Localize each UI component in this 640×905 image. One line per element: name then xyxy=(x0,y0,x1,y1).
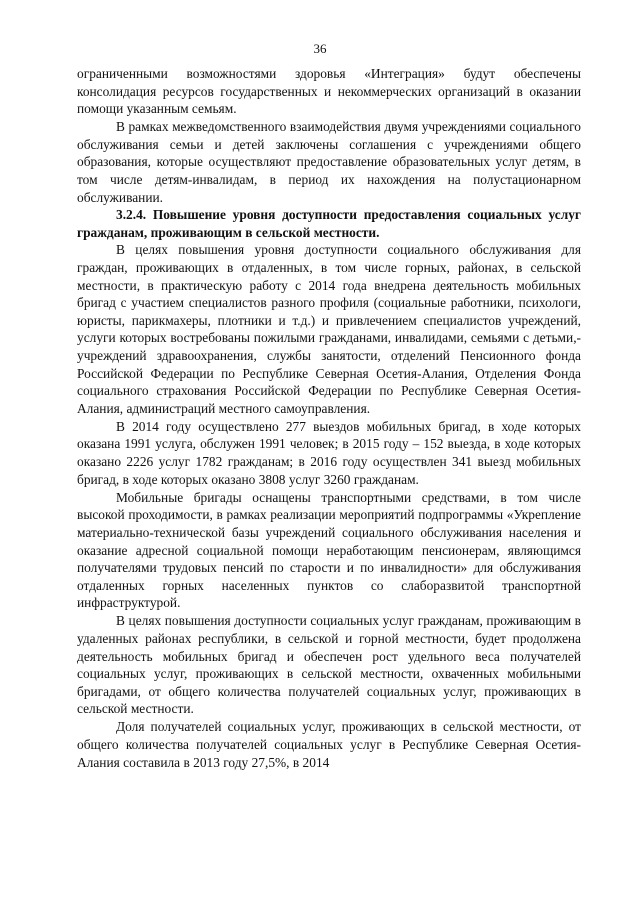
paragraph-accessibility: В целях повышения доступности социальных услуг гражданам, проживающим в удаленных районах республики, в сельской и горной местности, будет продолжена деятельность мобильных бригад и обеспечен рост удельного веса получателей социальных услуг, проживающих в сельской местности, охваченных мобильными бригадами, от общего количества получателей социальных услуг, проживающих в сельской местности. xyxy=(77,613,581,717)
paragraph-mobile-brigades: В целях повышения уровня доступности социального обслуживания для граждан, проживающих в отдаленных, в том числе горных, районах, в сельской местности, в практическую работу с 2014 года внедрена деятельность мобильных бригад с участием специалистов разного профиля (социальные работники, психологи, юристы, парикмахеры, плотники и т.д.) и привлечением специалистов учреждений, услуги которых востребованы пожилыми гражданами, инвалидами, семьями с детьми,- учреждений здравоохранения, службы занятости, отделений Пенсионного фонда Российской Федерации по Республике Северная Осетия-Алания, Отделения Фонда социального страхования Российской Федерации по Республике Северная Осетия-Алания, администраций местного самоуправления. xyxy=(77,242,581,416)
document-body xyxy=(77,65,581,771)
paragraph-vehicles: Мобильные бригады оснащены транспортными средствами, в том числе высокой проходимости, в рамках реализации мероприятий подпрограммы «Укрепление материально-технической базы учреждений социального обслуживания населения и оказание адресной социальной помощи неработающим пенсионерам, являющимся получателями трудовых пенсий по старости и по инвалидности» для обслуживания отдаленных горных населенных пунктов со слаборазвитой транспортной инфраструктурой. xyxy=(77,489,581,611)
section-heading: 3.2.4. Повышение уровня доступности предоставления социальных услуг гражданам, проживающим в сельской местности. xyxy=(77,207,581,240)
paragraph-continuation: ограниченными возможностями здоровья «Интеграция» будут обеспечены консолидация ресурсов государственных и некоммерческих организаций в оказании помощи указанным семьям. xyxy=(77,66,581,117)
paragraph-share: Доля получателей социальных услуг, проживающих в сельской местности, от общего количества получателей социальных услуг в Республике Северная Осетия-Алания составила в 2013 году 27,5%, в 2014 xyxy=(77,719,581,770)
page-number: 36 xyxy=(313,41,327,56)
paragraph-statistics: В 2014 году осуществлено 277 выездов мобильных бригад, в ходе которых оказана 1991 услуга, обслужен 1991 человек; в 2015 году – 152 выезда, в ходе которых оказано 2226 услуг 1782 гражданам; в 2016 году осуществлен 341 выезд мобильных бригад, в ходе которых оказано 3808 услуг 3260 гражданам. xyxy=(77,418,581,487)
paragraph-interagency: В рамках межведомственного взаимодействия двумя учреждениями социального обслуживания семьи и детей заключены соглашения с учреждениями общего образования, которые осуществляют предоставление образовательных услуг детям, в том числе детям-инвалидам, в период их нахождения на полустационарном обслуживании. xyxy=(77,119,581,205)
